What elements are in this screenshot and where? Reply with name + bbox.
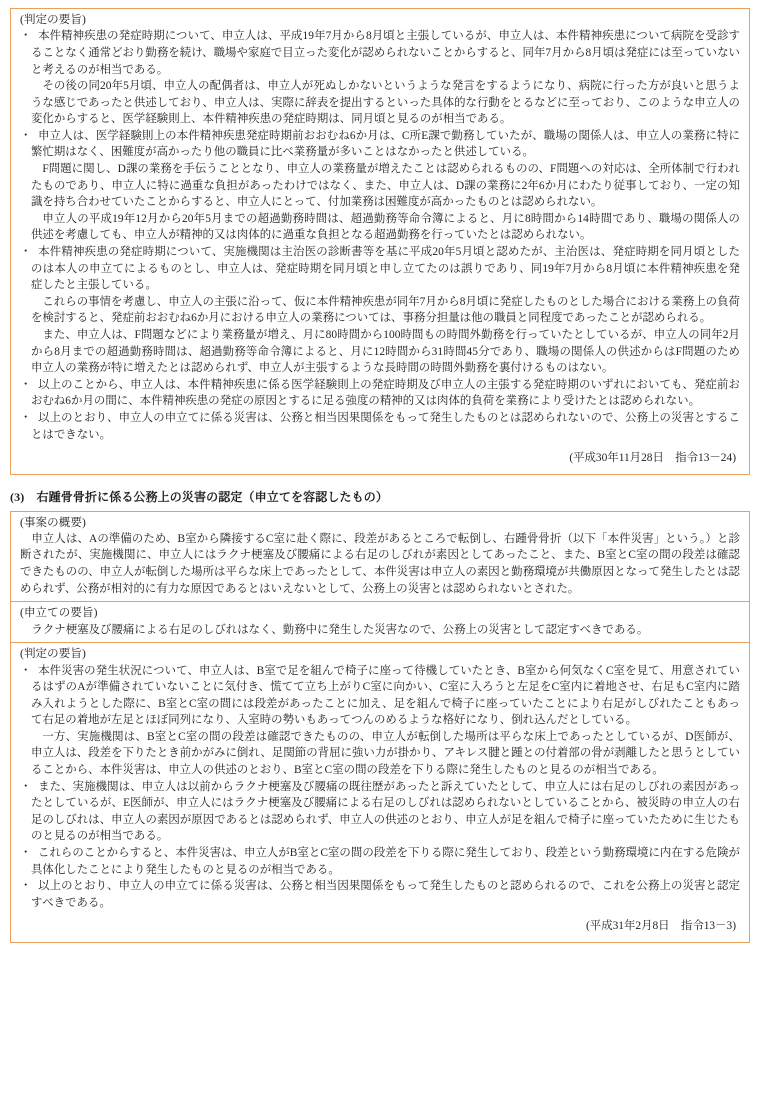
case-3-moushitate-panel bbox=[11, 601, 749, 642]
list-item-text: 本件災害の発生状況について、申立人は、B室で足を組んで椅子に座って待機していたとき、B室から何気なくC室を見て、用意されているはずのAが準備されていないことに気付き、慌てて立ち上がりC室に向かい、C室に入ろうと左足をC室内に着地させ、右足もC室内に踏み入れようとした際に、B室とC室の間には段差があったことに加え、足を組んで椅子に座っていたことにより右足がしびれたこともあって右足の着地が左足とほぼ同列になり、入室時の勢いもあってつんのめるような格好になり、倒れ込んだとしている。 bbox=[31, 664, 740, 727]
list-item bbox=[20, 878, 740, 911]
list-item-text: 本件精神疾患の発症時期について、申立人は、平成19年7月から8月頃と主張しているが、申立人は、本件精神疾患について病院を受診することなく通常どおり勤務を続け、職場や家庭で目立った変化が認められないことからすると、同年7月から8月頃は発症には至っていないと考えるのが相当である。 bbox=[31, 30, 740, 76]
list-item-text: 以上のとおり、申立人の申立てに係る災害は、公務と相当因果関係をもって発生したものとは認められないので、公務上の災害とすることはできない。 bbox=[31, 411, 740, 441]
list-item bbox=[20, 377, 740, 410]
case-2-box bbox=[10, 8, 750, 475]
bullet-marker: ・ bbox=[20, 246, 32, 259]
sub-paragraph: これらの事情を考慮し、申立人の主張に沿って、仮に本件精神疾患が同年7月から8月頃に発症したものとした場合における業務上の負荷を検討すると、発症前おおむね6か月における申立人の業務については、事務分担量は他の職員と同程度であったことが認められる。 bbox=[31, 295, 740, 325]
list-item-text: 以上のことから、申立人は、本件精神疾患に係る医学経験則上の発症時期及び申立人の主張する発症時期のいずれにおいても、発症前おおむね6か月の間に、本件精神疾患の発症の原因とするに足る強度の精神的又は肉体的負荷を業務により受けたとは認められない。 bbox=[31, 378, 740, 408]
list-item bbox=[20, 663, 740, 729]
case-3-gaiyou-text: 申立人は、Aの準備のため、B室から隣接するC室に赴く際に、段差があるところで転倒し、右踵骨骨折（以下「本件災害」という。）と診断されたが、実施機関に、申立人にはラクナ梗塞及び腰痛による右足のしびれが素因としてあったこと、また、B室とC室の間の段差は確認できたものの、申立人が転倒した場所は平らな床上であったとして、本件災害は申立人の素因と勤務環境が共働原因となって発生したとは認められず、公務が相対的に有力な原因であるとはいえないとして、公務上の災害とは認められないとされた。 bbox=[20, 532, 740, 595]
list-item-text: 本件精神疾患の発症時期について、実施機関は主治医の診断書等を基に平成20年5月頃と認めたが、主治医は、発症時期を同月頃としたのは本人の申立てによるものとし、申立人は、発症時期を同月頃と申し立てたのは誤りであり、同19年7月から8月頃に本件精神疾患を発症したと主張している。 bbox=[31, 246, 740, 292]
bullet-marker: ・ bbox=[20, 880, 32, 893]
bullet-marker: ・ bbox=[20, 30, 32, 43]
case-3-moushitate-text: ラクナ梗塞及び腰痛による右足のしびれはなく、勤務中に発生した災害なので、公務上の災害として認定すべきである。 bbox=[31, 623, 649, 636]
bullet-marker: ・ bbox=[20, 780, 32, 793]
case-3-moushitate-title: (申立ての要旨) bbox=[20, 607, 98, 620]
case-2-hantei-title: (判定の要旨) bbox=[20, 14, 86, 26]
case-3-hantei-title: (判定の要旨) bbox=[20, 648, 86, 661]
sub-paragraph: F問題に関し、D課の業務を手伝うこととなり、申立人の業務量が増えたことは認められるものの、F問題への対応は、全所体制で行われたものであり、申立人に特に過重な負担があったわけではなく、また、申立人は、D課の業務に2年6か月にわたり従事しており、一定の知識を持ち合わせていたことからすると、申立人にとって、付加業務は困難度が高かったものとは認められない。 bbox=[31, 163, 740, 209]
sub-paragraph: 申立人の平成19年12月から20年5月までの超過勤務時間は、超過勤務等命令簿によると、月に8時間から14時間であり、職場の関係人の供述を考慮しても、申立人が精神的又は肉体的に過重な負担となる超過勤務を行っていたとは認められない。 bbox=[31, 212, 740, 242]
list-item bbox=[20, 128, 740, 161]
case-3-gaiyou-title: (事案の概要) bbox=[20, 516, 86, 529]
sub-paragraph: また、申立人は、F問題などにより業務量が増え、月に80時間から100時間もの時間外勤務を行っていたとしているが、申立人の同年2月から8月までの超過勤務時間は、超過勤務等命令簿によると、月に12時間から31時間45分であり、職場の関係人の供述からはF問題のため申立人の業務が特に増えたとは認められず、申立人が主張するような長時間の時間外勤務を裏付けるものはない。 bbox=[31, 329, 740, 375]
list-item-text: 以上のとおり、申立人の申立てに係る災害は、公務と相当因果関係をもって発生したものと認められるので、これを公務上の災害と認定すべきである。 bbox=[31, 880, 740, 909]
case-3-gaiyou-panel bbox=[11, 512, 749, 602]
list-item bbox=[20, 244, 740, 294]
sub-paragraph: 一方、実施機関は、B室とC室の間の段差は確認できたものの、申立人が転倒した場所は平らな床上であったとしているが、D医師が、申立人は、段差を下りたとき前かがみに倒れ、足関節の背屈に強い力が掛かり、アキレス腱と踵との付着部の骨が剥離したと思うとしていることから、本件災害は、申立人の供述のとおり、B室とC室の間の段差を下りる際に発生したものと見るのが相当である。 bbox=[31, 730, 740, 777]
case-3-box bbox=[10, 511, 750, 943]
case-2-hantei-panel bbox=[11, 9, 749, 474]
list-item bbox=[20, 410, 740, 443]
bullet-marker: ・ bbox=[20, 664, 32, 677]
section-heading-3: (3) 右踵骨骨折に係る公務上の災害の認定（申立てを容認したもの） bbox=[10, 489, 388, 504]
case-3-hantei-panel bbox=[11, 642, 749, 942]
list-item bbox=[20, 779, 740, 845]
list-item-text: これらのことからすると、本件災害は、申立人がB室とC室の間の段差を下りる際に発生しており、段差という勤務環境に内在する危険が具体化したことにより発生したものと見るのが相当である。 bbox=[31, 847, 740, 876]
case-3-citation: (平成31年2月8日 指令13－3) bbox=[586, 920, 736, 933]
bullet-marker: ・ bbox=[20, 129, 32, 142]
list-item bbox=[20, 845, 740, 878]
case-2-citation: (平成30年11月28日 指令13－24) bbox=[569, 452, 736, 465]
bullet-marker: ・ bbox=[20, 411, 32, 424]
list-item bbox=[20, 28, 740, 78]
sub-paragraph: その後の同20年5月頃、申立人の配偶者は、申立人が死ぬしかないというような発言をするようになり、病院に行った方が良いと思うような感じであったと供述しており、申立人は、実際に辞表を提出するといった具体的な行動をとるなどに至っており、このような申立人の変化からすると、医学経験則上、本件精神疾患の発症時期は、同月頃と見るのが相当である。 bbox=[31, 80, 740, 126]
list-item-text: 申立人は、医学経験則上の本件精神疾患発症時期前おおむね6か月は、C所E課で勤務していたが、職場の関係人は、申立人の業務に特に繁忙期はなく、困難度が高かったり他の職員に比べ業務量が多いことはなかったと供述している。 bbox=[31, 129, 740, 159]
bullet-marker: ・ bbox=[20, 847, 32, 860]
bullet-marker: ・ bbox=[20, 378, 32, 391]
list-item-text: また、実施機関は、申立人は以前からラクナ梗塞及び腰痛の既往歴があったと訴えていたとして、申立人には右足のしびれの素因があったとしているが、E医師が、申立人にはラクナ梗塞及び腰痛による右足のしびれは認められないとしていることから、被災時の申立人の右足のしびれは、申立人の素因が原因であるとは認められず、申立人の供述のとおり、申立人が足を組んで椅子に座っていたために生じたものと見るのが相当である。 bbox=[31, 780, 740, 843]
